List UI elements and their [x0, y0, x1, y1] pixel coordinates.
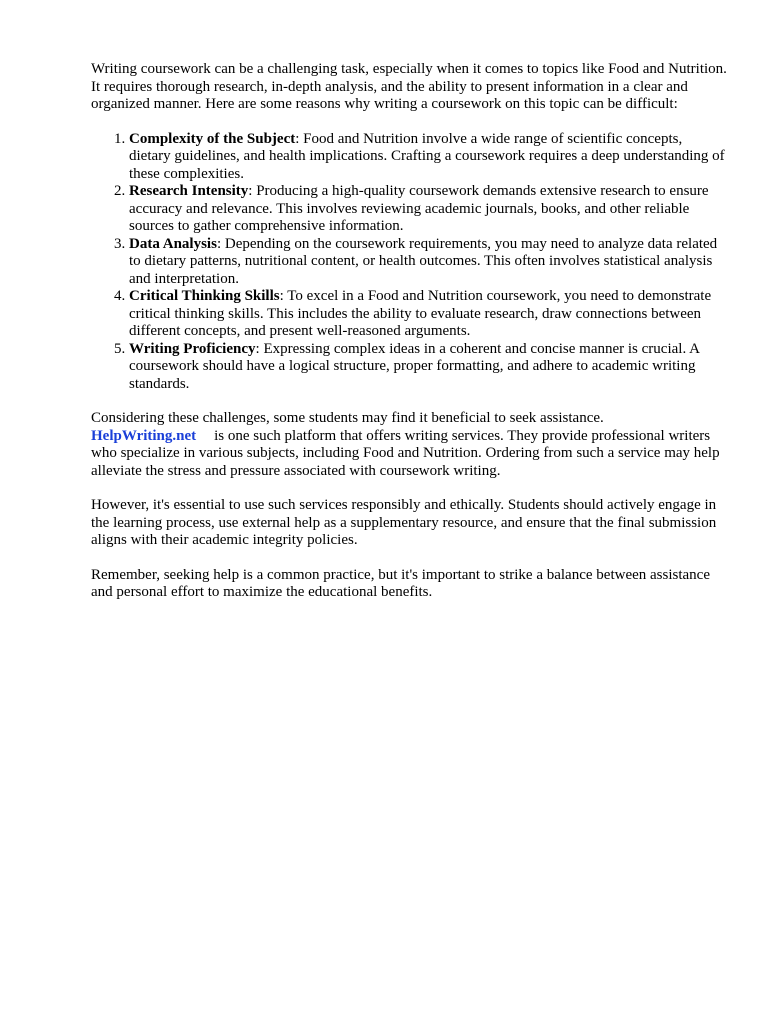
list-item	[129, 288, 727, 341]
reason-separator: :	[255, 340, 260, 357]
assistance-paragraph	[91, 410, 727, 480]
reason-separator: :	[279, 288, 284, 304]
list-item	[129, 341, 727, 394]
reason-text: To excel in a Food and Nutrition coursework, you need to demonstrate critical thinking skills. This includes the ability to evaluate research, draw connections between different concepts, and present well-reasoned arguments.	[129, 288, 712, 339]
reasons-list	[91, 131, 727, 394]
reason-text: Depending on the coursework requirements, you may need to analyze data related to dietary patterns, nutritional content, or health outcomes. This often involves statistical analysis and interpretation.	[129, 235, 718, 287]
reason-separator: :	[216, 235, 222, 252]
ethics-paragraph: However, it's essential to use such services responsibly and ethically. Students should actively engage in the learning process, use external help as a supplementary resource, and ensure that the final submission aligns with their academic integrity policies.	[91, 497, 717, 548]
reason-separator: :	[295, 130, 300, 147]
list-item	[129, 183, 727, 236]
reason-separator: :	[248, 183, 253, 199]
helpwriting-link[interactable]: HelpWriting.net	[91, 427, 197, 444]
reason-term: Writing Proficiency	[129, 340, 256, 357]
reason-text: Producing a high-quality coursework demands extensive research to ensure accuracy and relevance. This involves reviewing academic journals, books, and other reliable sources to gather comprehensive information.	[129, 183, 709, 234]
reason-text: Expressing complex ideas in a coherent and concise manner is crucial. A coursework should have a logical structure, proper formatting, and adhere to academic writing standards.	[129, 340, 700, 392]
reason-term: Complexity of the Subject	[129, 130, 296, 147]
document-page	[91, 61, 727, 619]
reason-term: Critical Thinking Skills	[129, 288, 280, 304]
list-item	[129, 131, 727, 184]
assistance-tail: is one such platform that offers writing services. They provide professional writers who specialize in various subjects, including Food and Nutrition. Ordering from such a service may help alleviate the stress and pressure associated with coursework writing.	[91, 427, 720, 479]
assistance-lead: Considering these challenges, some students may find it beneficial to seek assistance.	[91, 410, 604, 426]
reason-term: Research Intensity	[129, 183, 249, 199]
closing-paragraph: Remember, seeking help is a common practice, but it's important to strike a balance between assistance and personal effort to maximize the educational benefits.	[91, 566, 710, 600]
list-item	[129, 236, 727, 289]
reason-term: Data Analysis	[129, 235, 217, 252]
intro-paragraph: Writing coursework can be a challenging task, especially when it comes to topics like Food and Nutrition. It requires thorough research, in-depth analysis, and the ability to present information in a clear and organized manner. Here are some reasons why writing a coursework on this topic can be difficult:	[91, 61, 727, 112]
reason-text: Food and Nutrition involve a wide range of scientific concepts, dietary guidelines, and health implications. Crafting a coursework requires a deep understanding of these complexities.	[129, 130, 725, 182]
